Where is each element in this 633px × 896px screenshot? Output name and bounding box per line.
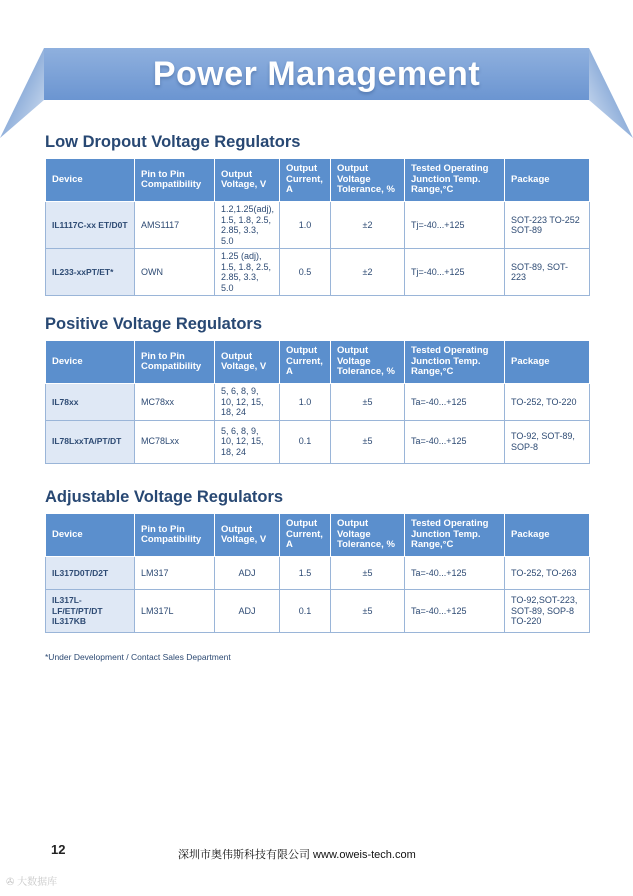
device-cell: IL233-xxPT/ET* <box>46 249 135 296</box>
package-cell: TO-92,SOT-223, SOT-89, SOP-8 TO-220 <box>505 590 590 633</box>
package-cell: SOT-89, SOT-223 <box>505 249 590 296</box>
header-tolerance: Output Voltage Tolerance, % <box>331 159 405 202</box>
table-row <box>46 202 590 249</box>
header-temp: Tested Operating Junction Temp. Range,°C <box>405 159 505 202</box>
voltage-cell: 5, 6, 8, 9, 10, 12, 15, 18, 24 <box>215 420 280 463</box>
pin-cell: MC78xx <box>135 384 215 421</box>
tolerance-cell: ±5 <box>331 420 405 463</box>
package-cell: TO-92, SOT-89, SOP-8 <box>505 420 590 463</box>
header-device: Device <box>46 159 135 202</box>
temp-cell: Tj=-40...+125 <box>405 249 505 296</box>
header-current: Output Current, A <box>280 514 331 557</box>
header-tolerance: Output Voltage Tolerance, % <box>331 514 405 557</box>
header-current: Output Current, A <box>280 341 331 384</box>
pin-cell: LM317L <box>135 590 215 633</box>
header-package: Package <box>505 159 590 202</box>
temp-cell: Ta=-40...+125 <box>405 384 505 421</box>
header-pin: Pin to Pin Compatibility <box>135 514 215 557</box>
watermark <box>6 873 57 888</box>
tolerance-cell: ±5 <box>331 384 405 421</box>
pin-cell: AMS1117 <box>135 202 215 249</box>
current-cell: 0.1 <box>280 590 331 633</box>
header-pin: Pin to Pin Compatibility <box>135 159 215 202</box>
table-header-row <box>46 514 590 557</box>
watermark-icon: ✇ <box>6 877 15 888</box>
header-device: Device <box>46 341 135 384</box>
device-cell: IL78xx <box>46 384 135 421</box>
temp-cell: Ta=-40...+125 <box>405 420 505 463</box>
device-cell: IL1117C-xx ET/D0T <box>46 202 135 249</box>
table-row <box>46 384 590 421</box>
device-cell: IL317L-LF/ET/PT/DT IL317KB <box>46 590 135 633</box>
page-number: 12 <box>51 842 66 857</box>
voltage-cell: 1.25 (adj), 1.5, 1.8, 2.5, 2.85, 3.3, 5.0 <box>215 249 280 296</box>
section-title-positive: Positive Voltage Regulators <box>45 315 262 333</box>
table-header-row <box>46 341 590 384</box>
package-cell: SOT-223 TO-252 SOT-89 <box>505 202 590 249</box>
current-cell: 1.5 <box>280 557 331 590</box>
tolerance-cell: ±5 <box>331 590 405 633</box>
header-voltage: Output Voltage, V <box>215 341 280 384</box>
watermark-text: 大数据库 <box>17 877 58 888</box>
header-voltage: Output Voltage, V <box>215 159 280 202</box>
table-row <box>46 590 590 633</box>
header-voltage: Output Voltage, V <box>215 514 280 557</box>
page-title: Power Management <box>152 54 481 93</box>
header-device: Device <box>46 514 135 557</box>
positive-table <box>45 340 590 464</box>
voltage-cell: 1.2,1.25(adj), 1.5, 1.8, 2.5, 2.85, 3.3, 5.0 <box>215 202 280 249</box>
table-row <box>46 249 590 296</box>
header-temp: Tested Operating Junction Temp. Range,°C <box>405 514 505 557</box>
header-current: Output Current, A <box>280 159 331 202</box>
table-row <box>46 557 590 590</box>
header-temp: Tested Operating Junction Temp. Range,°C <box>405 341 505 384</box>
current-cell: 0.5 <box>280 249 331 296</box>
tolerance-cell: ±2 <box>331 249 405 296</box>
voltage-cell: ADJ <box>215 590 280 633</box>
header-package: Package <box>505 341 590 384</box>
header-package: Package <box>505 514 590 557</box>
adjustable-table <box>45 513 590 633</box>
header-tolerance: Output Voltage Tolerance, % <box>331 341 405 384</box>
page-banner <box>0 46 633 146</box>
package-cell: TO-252, TO-263 <box>505 557 590 590</box>
table-row <box>46 420 590 463</box>
current-cell: 0.1 <box>280 420 331 463</box>
tolerance-cell: ±2 <box>331 202 405 249</box>
ldo-table <box>45 158 590 296</box>
package-cell: TO-252, TO-220 <box>505 384 590 421</box>
voltage-cell: 5, 6, 8, 9, 10, 12, 15, 18, 24 <box>215 384 280 421</box>
temp-cell: Ta=-40...+125 <box>405 557 505 590</box>
temp-cell: Ta=-40...+125 <box>405 590 505 633</box>
current-cell: 1.0 <box>280 384 331 421</box>
table-header-row <box>46 159 590 202</box>
temp-cell: Tj=-40...+125 <box>405 202 505 249</box>
tolerance-cell: ±5 <box>331 557 405 590</box>
development-note: *Under Development / Contact Sales Department <box>45 652 231 662</box>
current-cell: 1.0 <box>280 202 331 249</box>
voltage-cell: ADJ <box>215 557 280 590</box>
footer-company: 深圳市奥伟斯科技有限公司 www.oweis-tech.com <box>178 849 416 861</box>
section-title-adjustable: Adjustable Voltage Regulators <box>45 488 284 506</box>
banner-bar <box>44 48 589 100</box>
header-pin: Pin to Pin Compatibility <box>135 341 215 384</box>
section-title-ldo: Low Dropout Voltage Regulators <box>45 133 301 151</box>
device-cell: IL317D0T/D2T <box>46 557 135 590</box>
device-cell: IL78LxxTA/PT/DT <box>46 420 135 463</box>
pin-cell: LM317 <box>135 557 215 590</box>
pin-cell: OWN <box>135 249 215 296</box>
pin-cell: MC78Lxx <box>135 420 215 463</box>
